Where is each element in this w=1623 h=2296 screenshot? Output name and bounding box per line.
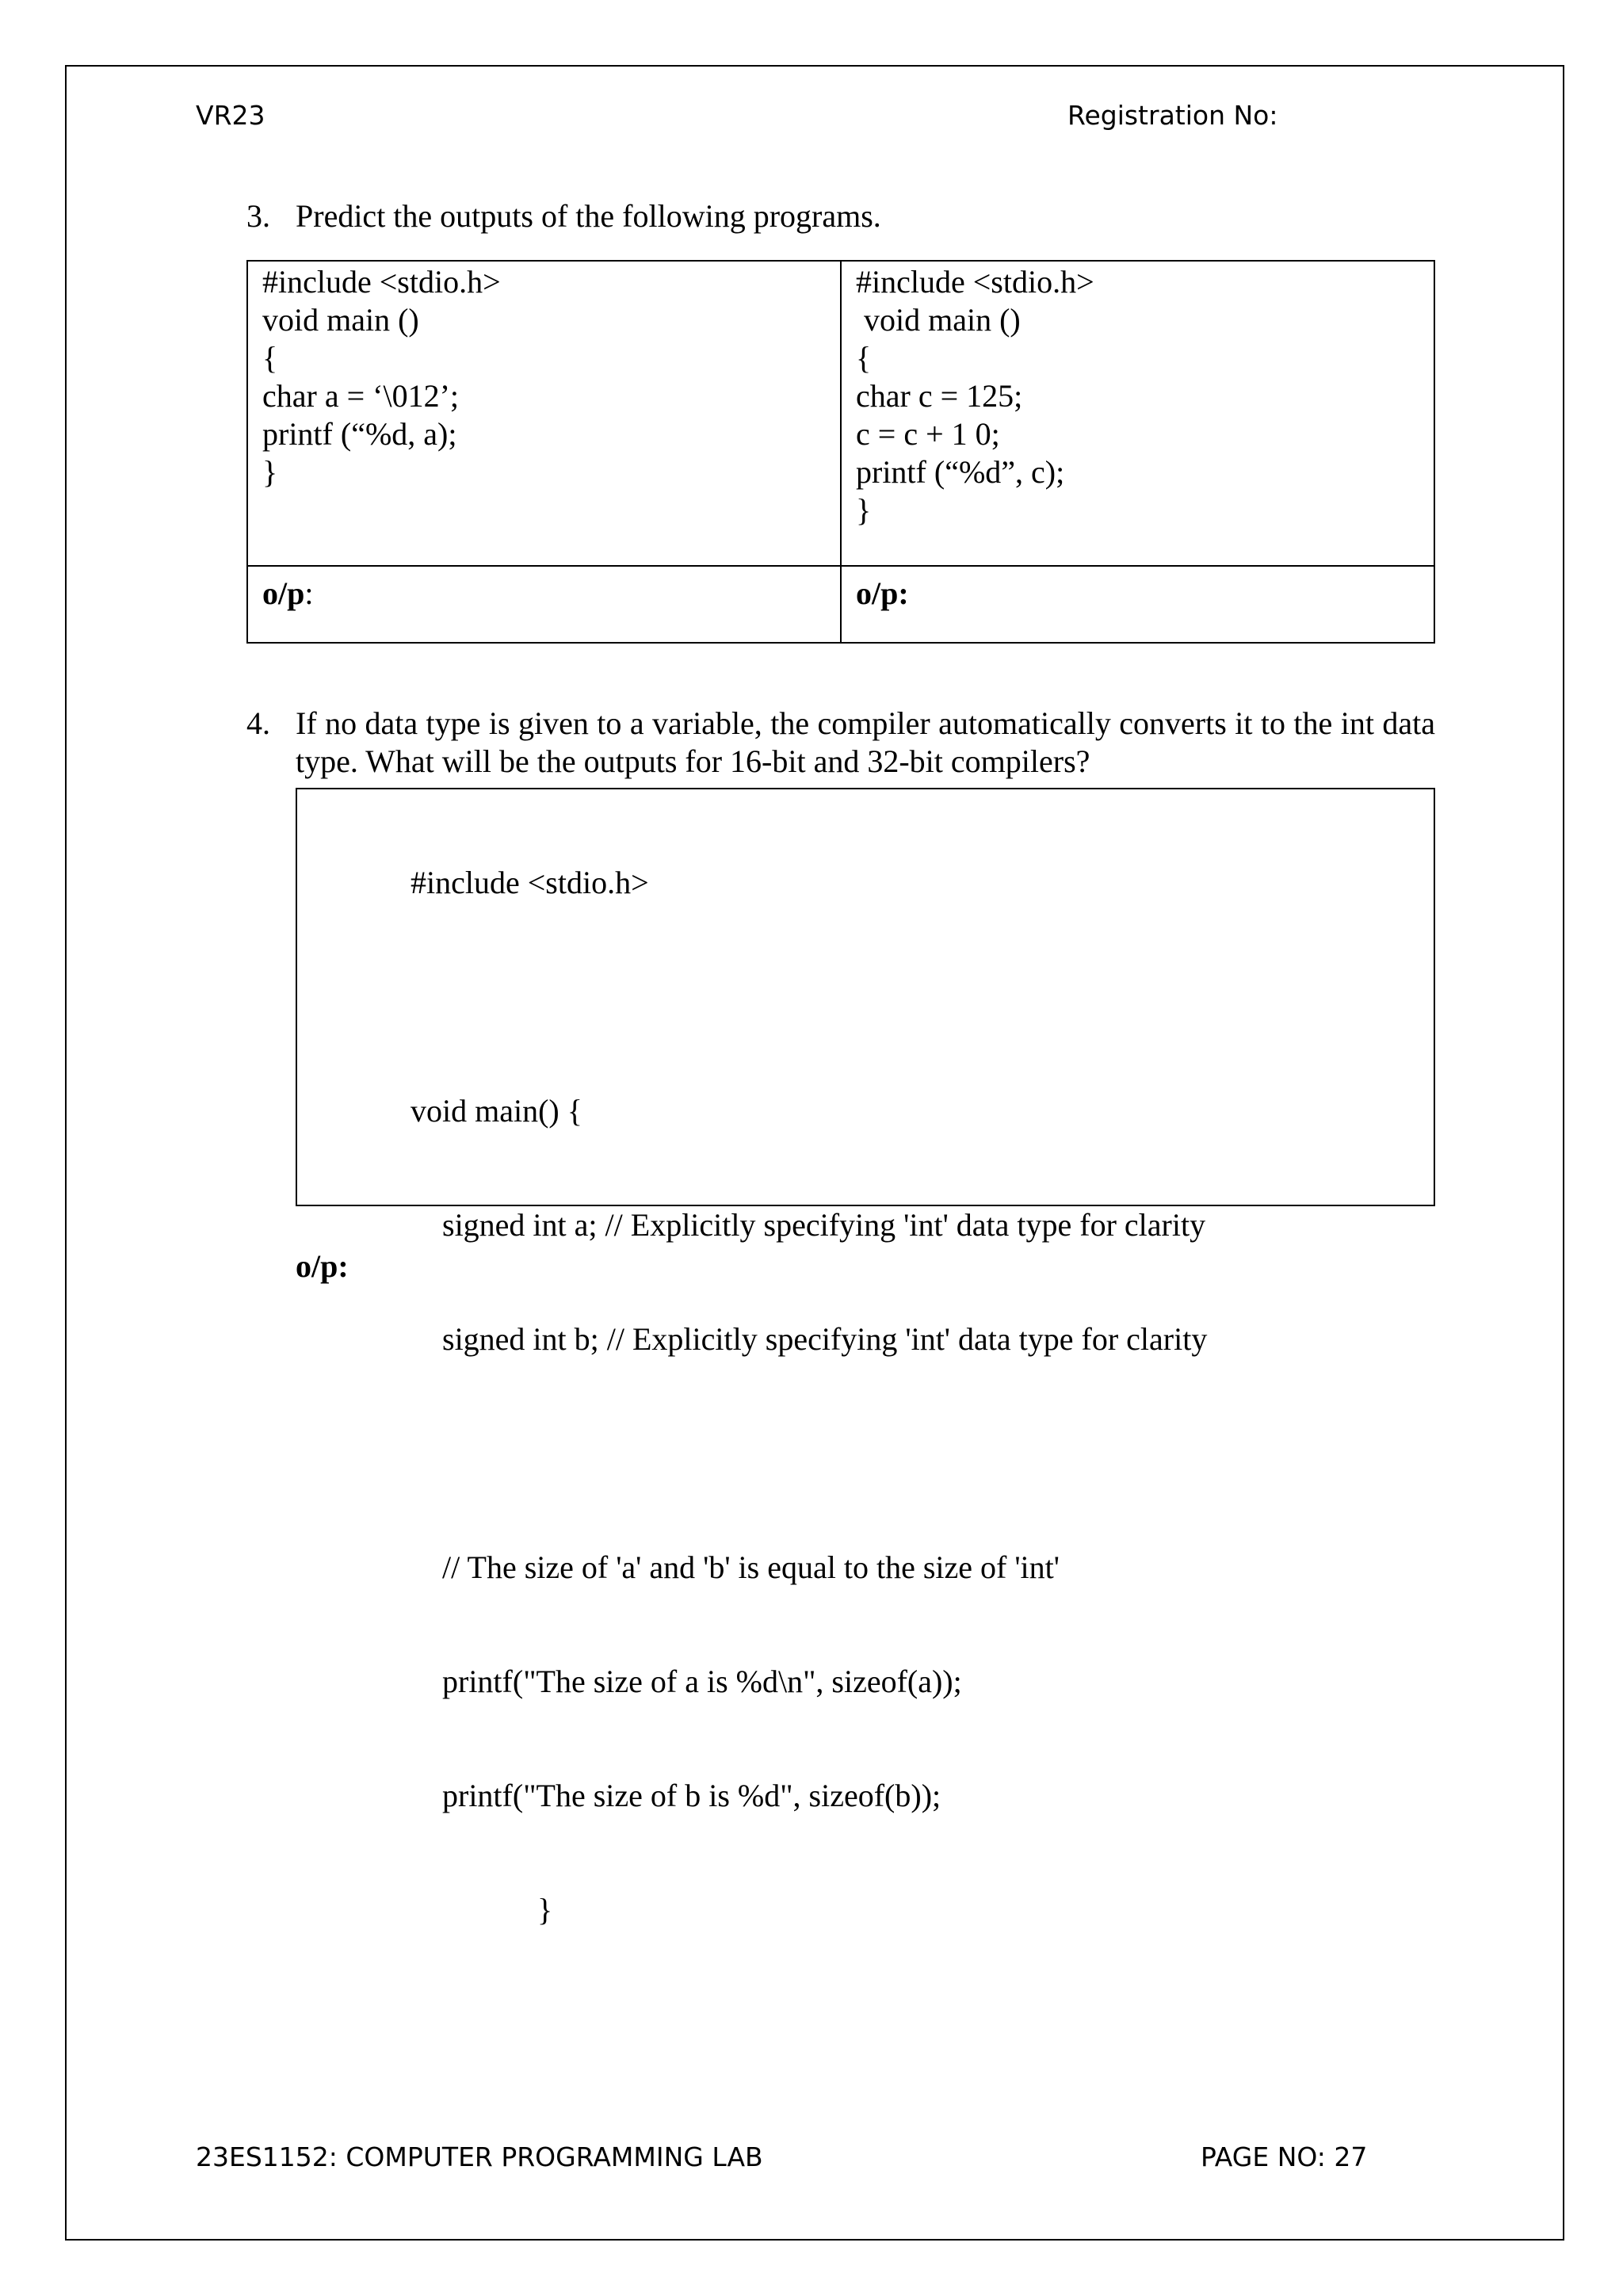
code-line: // The size of 'a' and 'b' is equal to the size of 'int' [411,1549,1060,1585]
code-line [411,978,1207,1016]
code-line: printf("The size of b is %d", sizeof(b)); [411,1778,941,1813]
code-line: printf (“%d, a); [262,416,457,452]
program-right-cell [841,261,1434,566]
code-line: { [262,340,278,376]
code-line [411,1435,1207,1473]
output-right-cell [841,566,1434,643]
code-line: void main () [262,302,419,338]
output-left-cell [247,566,841,643]
registration-label: Registration No: [1067,100,1278,131]
code-line: signed int a; // Explicitly specifying 'int' data type for clarity [411,1207,1206,1243]
code-line: void main() { [411,1093,582,1129]
question-4-number: 4. [246,705,270,741]
code-line: printf("The size of a is %d\n", sizeof(a)); [411,1664,962,1699]
code-line: char a = ‘\012’; [262,378,460,414]
program-left-cell [247,261,841,566]
question-4-text: If no data type is given to a variable, the compiler automatically converts it to the int data type. What will be the outputs for 16-bit and 32-bit compilers? [296,705,1435,779]
code-line: #include <stdio.h> [856,264,1094,300]
question-3-text: Predict the outputs of the following programs. [296,198,881,234]
footer-page-number: PAGE NO: 27 [1201,2141,1368,2172]
code-line: #include <stdio.h> [411,865,649,900]
code-line: } [856,492,872,528]
output-left-colon: : [304,575,314,611]
question-3-program-table [246,260,1435,644]
question-4-code [411,788,1207,1967]
code-line: #include <stdio.h> [262,264,501,300]
output-right-label: o/p: [856,575,909,611]
code-line: signed int b; // Explicitly specifying 'int' data type for clarity [411,1321,1208,1357]
header-code: VR23 [196,100,265,131]
code-line: char c = 125; [856,378,1023,414]
code-line: printf (“%d”, c); [856,454,1065,490]
footer-course: 23ES1152: COMPUTER PROGRAMMING LAB [196,2141,763,2172]
code-line: } [411,1892,553,1927]
code-line: { [856,340,872,376]
code-line: c = c + 1 0; [856,416,1000,452]
question-3-number: 3. [246,198,270,234]
output-left-label: o/p [262,575,305,611]
question-4-output-label: o/p: [296,1248,349,1284]
code-line: void main () [856,302,1021,338]
code-line: } [262,454,278,490]
